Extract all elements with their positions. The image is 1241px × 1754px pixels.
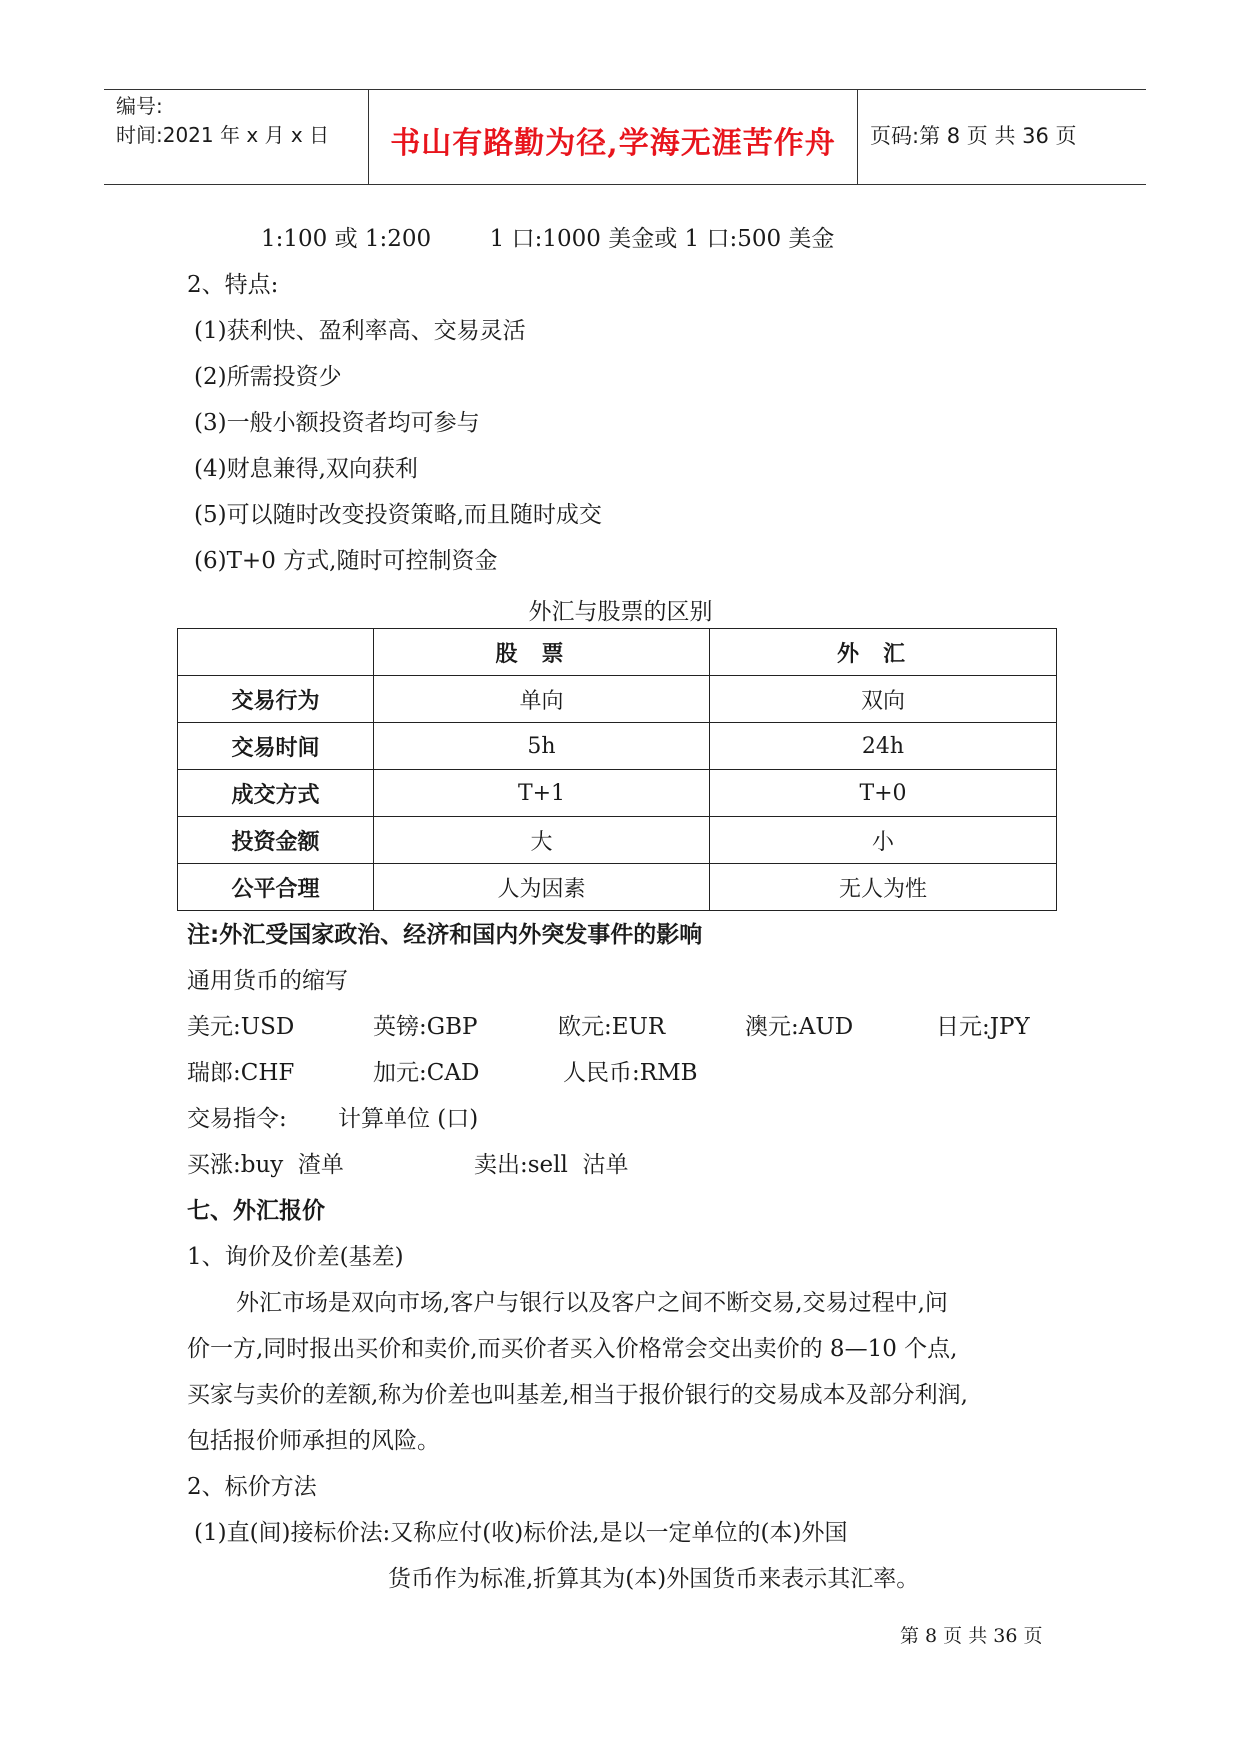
paragraph-line: 买家与卖价的差额,称为价差也叫基差,相当于报价银行的交易成本及部分利润, (187, 1382, 968, 1408)
table-cell: 人为因素 (374, 864, 710, 911)
header-divider (857, 90, 858, 184)
feature-item: (3)一般小额投资者均可参与 (194, 410, 480, 436)
table-row-label: 交易时间 (178, 723, 374, 770)
currency-item: 澳元:AUD (745, 1014, 854, 1040)
table-cell: T+0 (710, 770, 1057, 817)
currency-item: 人民币:RMB (563, 1060, 698, 1086)
table-header-cell: 外汇 (710, 629, 1057, 676)
feature-item: (1)获利快、盈利率高、交易灵活 (194, 318, 526, 344)
currency-item: 加元:CAD (373, 1060, 480, 1086)
table-row (178, 817, 1057, 864)
table-cell: 单向 (374, 676, 710, 723)
abbr-title: 通用货币的缩写 (187, 968, 348, 994)
comparison-table (177, 628, 1057, 911)
time-label: 时间:2021 年 x 月 x 日 (116, 123, 330, 147)
table-row-label: 投资金额 (178, 817, 374, 864)
paragraph-line: 价一方,同时报出买价和卖价,而买价者买入价格常会交出卖价的 8—10 个点, (187, 1336, 958, 1362)
table-cell: 5h (374, 723, 710, 770)
table-cell: 24h (710, 723, 1057, 770)
currency-item: 欧元:EUR (558, 1014, 666, 1040)
table-row (178, 864, 1057, 911)
table-cell: 无人为性 (710, 864, 1057, 911)
header-page-number: 页码:第 8 页 共 36 页 (870, 124, 1077, 148)
sell-text: 卖出:sell 沽单 (474, 1152, 629, 1178)
currency-item: 美元:USD (187, 1014, 295, 1040)
page-header (104, 89, 1146, 185)
feature-item: (5)可以随时改变投资策略,而且随时成交 (194, 502, 602, 528)
number-label: 编号: (116, 94, 163, 118)
section-title: 七、外汇报价 (187, 1198, 325, 1224)
currency-item: 英镑:GBP (373, 1014, 478, 1040)
table-row (178, 770, 1057, 817)
table-row (178, 723, 1057, 770)
currency-item: 瑞郎:CHF (187, 1060, 295, 1086)
order-label: 交易指令: (187, 1106, 287, 1132)
table-cell: 双向 (710, 676, 1057, 723)
footer-page-number: 第 8 页 共 36 页 (900, 1625, 1043, 1647)
note-text: 注:外汇受国家政治、经济和国内外突发事件的影响 (187, 922, 703, 948)
header-left (116, 92, 329, 150)
table-header-cell: 股票 (374, 629, 710, 676)
table-caption: 外汇与股票的区别 (528, 599, 713, 625)
table-header-row (178, 629, 1057, 676)
method-line: (1)直(间)接标价法:又称应付(收)标价法,是以一定单位的(本)外国 (194, 1520, 848, 1546)
paragraph-line: 包括报价师承担的风险。 (187, 1428, 440, 1454)
subsection-title: 2、标价方法 (187, 1474, 317, 1500)
table-row (178, 676, 1057, 723)
subsection-title: 1、询价及价差(基差) (187, 1244, 404, 1270)
table-cell: T+1 (374, 770, 710, 817)
ratio-line: 1:100 或 1:200 1 口:1000 美金或 1 口:500 美金 (261, 226, 835, 252)
table-cell: 小 (710, 817, 1057, 864)
order-unit: 计算单位 (口) (338, 1106, 479, 1132)
table-cell: 大 (374, 817, 710, 864)
table-header-cell (178, 629, 374, 676)
header-divider (368, 90, 369, 184)
table-row-label: 成交方式 (178, 770, 374, 817)
currency-item: 日元:JPY (936, 1014, 1030, 1040)
table-row-label: 交易行为 (178, 676, 374, 723)
features-title: 2、特点: (187, 272, 279, 298)
paragraph-line: 外汇市场是双向市场,客户与银行以及客户之间不断交易,交易过程中,问 (236, 1290, 948, 1316)
header-motto: 书山有路勤为径,学海无涯苦作舟 (390, 126, 836, 161)
feature-item: (6)T+0 方式,随时可控制资金 (194, 548, 498, 574)
method-line: 货币作为标准,折算其为(本)外国货币来表示其汇率。 (388, 1566, 920, 1592)
table-row-label: 公平合理 (178, 864, 374, 911)
feature-item: (2)所需投资少 (194, 364, 342, 390)
buy-text: 买涨:buy 渣单 (187, 1152, 344, 1178)
feature-item: (4)财息兼得,双向获利 (194, 456, 418, 482)
